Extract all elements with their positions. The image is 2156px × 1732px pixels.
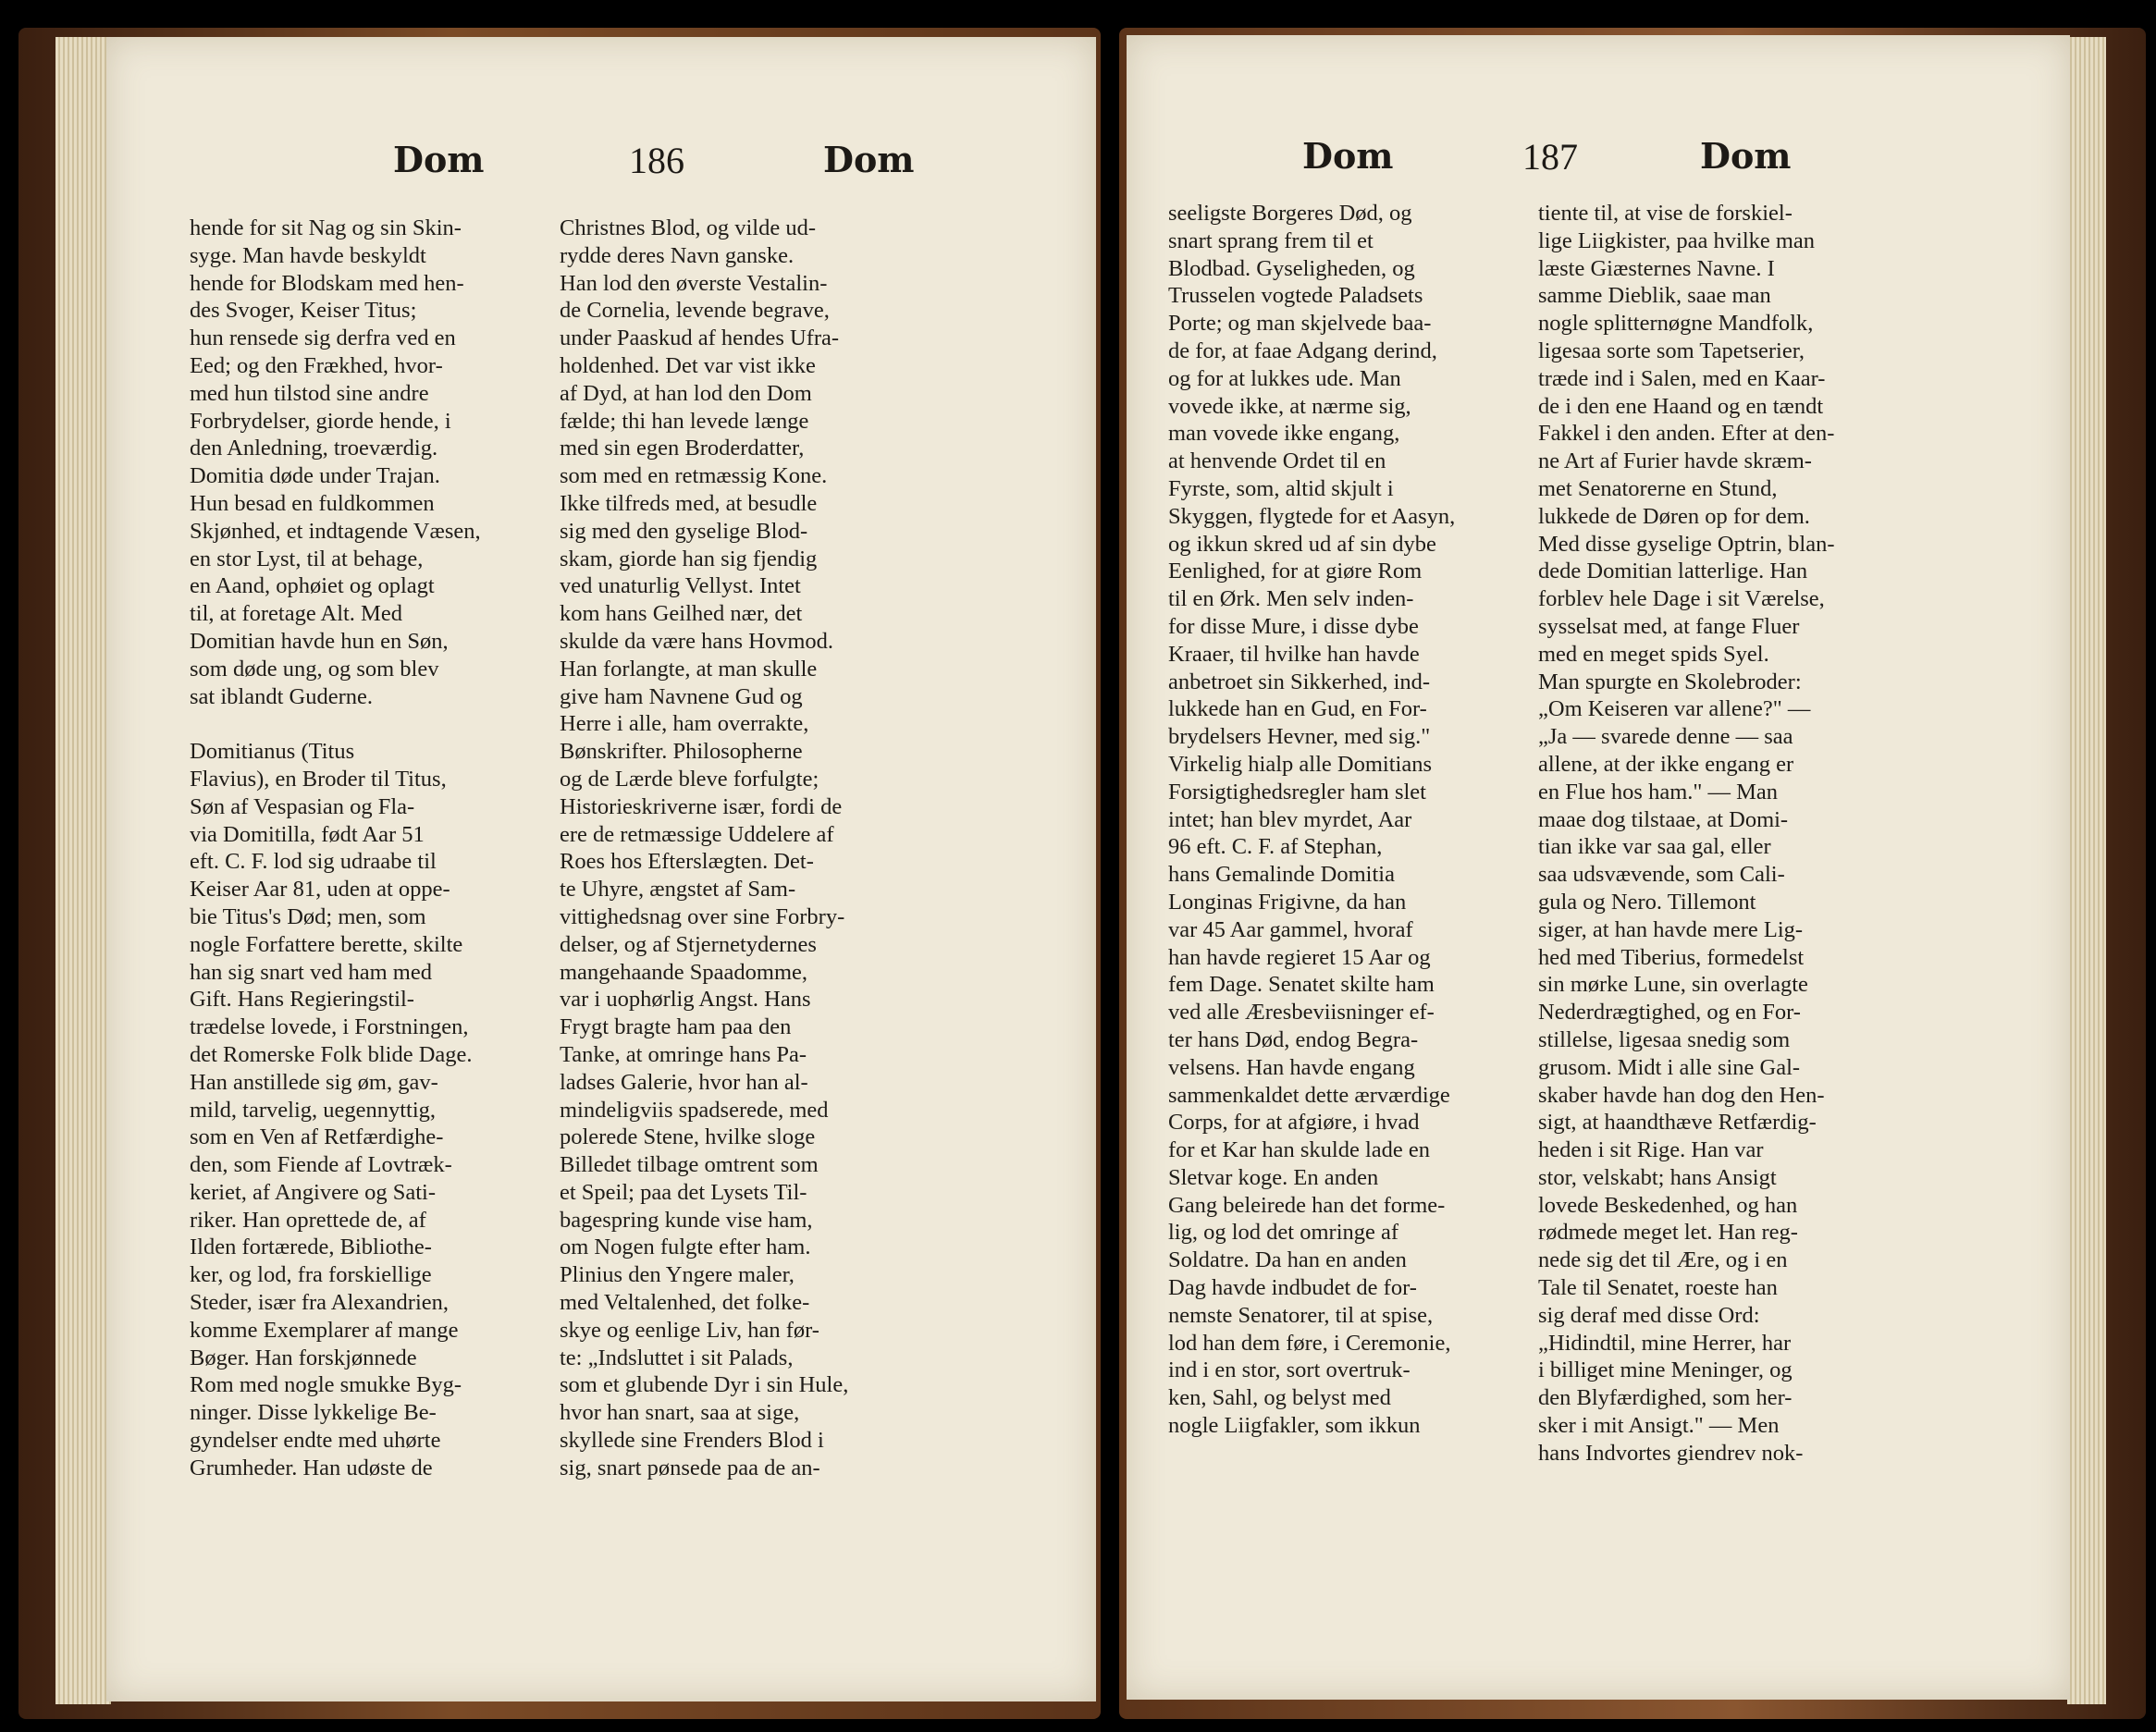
- text-line: te: „Indsluttet i sit Palads,: [560, 1345, 794, 1370]
- text-line: hed med Tiberius, formedelst: [1538, 944, 1805, 970]
- text-line: Christnes Blod, og vilde ud-: [560, 215, 816, 240]
- text-line: rødmede meget let. Han reg-: [1538, 1220, 1798, 1246]
- text-line: den, som Fiende af Lovtræk-: [190, 1152, 452, 1178]
- text-line: mangehaande Spaadomme,: [560, 959, 808, 985]
- text-line: skaber havde han dog den Hen-: [1538, 1082, 1825, 1108]
- left-page: [106, 37, 1096, 1701]
- text-line: Keiser Aar 81, uden at oppe-: [190, 877, 450, 903]
- text-line: han havde regieret 15 Aar og: [1168, 944, 1431, 970]
- text-line: lovede Beskedenhed, og han: [1538, 1192, 1798, 1218]
- text-line: ere de retmæssige Uddelere af: [560, 821, 834, 847]
- text-line: te Uhyre, ængstet af Sam-: [560, 877, 796, 903]
- text-line: skulde da være hans Hovmod.: [560, 628, 833, 654]
- text-line: træde ind i Salen, med en Kaar-: [1538, 365, 1826, 391]
- text-line: Billedet tilbage omtrent som: [560, 1152, 819, 1178]
- text-line: et Speil; paa det Lysets Til-: [560, 1179, 807, 1205]
- text-column-1: [190, 215, 536, 1482]
- text-line: nogle splitternøgne Mandfolk,: [1538, 311, 1814, 337]
- text-line: [190, 710, 536, 738]
- text-line: Dag havde indbudet de for-: [1168, 1275, 1417, 1301]
- text-line: Virkelig hialp alle Domitians: [1168, 751, 1432, 777]
- text-line: grusom. Midt i alle sine Gal-: [1538, 1054, 1801, 1080]
- text-line: Frygt bragte ham paa den: [560, 1014, 792, 1040]
- text-line: skyllede sine Frenders Blod i: [560, 1428, 824, 1454]
- text-line: lukkede han en Gud, en For-: [1168, 696, 1427, 722]
- text-line: hans Gemalinde Domitia: [1168, 862, 1395, 888]
- text-line: gyndelser endte med uhørte: [190, 1428, 441, 1454]
- text-line: sig, snart pønsede paa de an-: [560, 1455, 820, 1480]
- text-line: brydelsers Hevner, med sig.": [1168, 724, 1431, 750]
- text-line: Forbrydelser, giorde hende, i: [190, 408, 451, 434]
- text-line: Ikke tilfreds med, at besudle: [560, 490, 818, 516]
- text-line: syge. Man havde beskyldt: [190, 242, 426, 268]
- text-line: som en Ven af Retfærdighe-: [190, 1124, 444, 1150]
- text-line: vovede ikke, at nærme sig,: [1168, 393, 1411, 419]
- text-line: ligesaa sorte som Tapetserier,: [1538, 338, 1805, 363]
- text-line: Han lod den øverste Vestalin-: [560, 270, 828, 296]
- text-line: polerede Stene, hvilke sloge: [560, 1124, 816, 1150]
- text-line: nogle Forfattere berette, skilte: [190, 931, 463, 957]
- text-line: at henvende Ordet til en: [1168, 448, 1386, 474]
- text-line: Steder, især fra Alexandrien,: [190, 1290, 450, 1316]
- text-line: sker i mit Ansigt." — Men: [1538, 1413, 1780, 1439]
- page-number-right: 187: [1522, 136, 1578, 178]
- text-line: hende for Blodskam med hen-: [190, 270, 464, 296]
- text-line: ker, og lod, fra forskiellige: [190, 1262, 432, 1288]
- text-line: eft. C. F. lod sig udraabe til: [190, 849, 437, 875]
- text-line: var i uophørlig Angst. Hans: [560, 987, 811, 1013]
- text-line: ne Art af Furier havde skræm-: [1538, 448, 1812, 474]
- text-line: til en Ørk. Men selv inden-: [1168, 586, 1414, 612]
- text-line: sigt, at haandthæve Retfærdig-: [1538, 1110, 1817, 1136]
- text-line: nogle Liigfakler, som ikkun: [1168, 1413, 1421, 1439]
- text-line: ind i en stor, sort overtruk-: [1168, 1357, 1411, 1383]
- text-line: skye og eenlige Liv, han før-: [560, 1317, 819, 1343]
- text-line: ved unaturlig Vellyst. Intet: [560, 573, 801, 599]
- text-line: gula og Nero. Tillemont: [1538, 889, 1756, 915]
- text-line: for disse Mure, i disse dybe: [1168, 613, 1419, 639]
- text-line: delser, og af Stjernetydernes: [560, 931, 817, 957]
- text-line: med en meget spids Syel.: [1538, 641, 1769, 667]
- text-line: Tale til Senatet, roeste han: [1538, 1275, 1778, 1301]
- text-line: og ikkun skred ud af sin dybe: [1168, 531, 1436, 557]
- text-line: sammenkaldet dette ærværdige: [1168, 1082, 1450, 1108]
- text-line: Domitian havde hun en Søn,: [190, 628, 449, 654]
- text-line: de Cornelia, levende begrave,: [560, 298, 830, 324]
- text-line: Grumheder. Han udøste de: [190, 1455, 433, 1480]
- text-line: fælde; thi han levede længe: [560, 408, 809, 434]
- text-line: allene, at der ikke engang er: [1538, 751, 1794, 777]
- text-line: ladses Galerie, hvor han al-: [560, 1069, 808, 1095]
- text-line: og de Lærde bleve forfulgte;: [560, 766, 819, 792]
- text-line: sig med den gyselige Blod-: [560, 518, 808, 544]
- text-line: Gift. Hans Regieringstil-: [190, 987, 414, 1013]
- text-line: intet; han blev myrdet, Aar: [1168, 806, 1412, 832]
- text-line: tiente til, at vise de forskiel-: [1538, 201, 1793, 226]
- text-line: mild, tarvelig, uegennyttig,: [190, 1097, 437, 1123]
- text-line: hans Indvortes giendrev nok-: [1538, 1440, 1804, 1466]
- text-line: maae dog tilstaae, at Domi-: [1538, 806, 1789, 832]
- text-line: Blodbad. Gyseligheden, og: [1168, 255, 1415, 281]
- text-line: hun rensede sig derfra ved en: [190, 326, 456, 351]
- text-line: sat iblandt Guderne.: [190, 683, 373, 709]
- text-line: Domitia døde under Trajan.: [190, 463, 440, 489]
- page-number-left: 186: [629, 140, 684, 181]
- text-line: Herre i alle, ham overrakte,: [560, 711, 809, 737]
- text-line: Bønskrifter. Philosopherne: [560, 739, 803, 765]
- text-line: vittighedsnag over sine Forbry-: [560, 903, 845, 929]
- text-line: Historieskriverne især, fordi de: [560, 793, 843, 819]
- text-line: des Svoger, Keiser Titus;: [190, 298, 417, 324]
- text-line: Eed; og den Frækhed, hvor-: [190, 352, 443, 378]
- text-line: keriet, af Angivere og Sati-: [190, 1179, 437, 1205]
- text-line: Rom med nogle smukke Byg-: [190, 1372, 462, 1398]
- text-line: stillelse, ligesaa snedig som: [1538, 1026, 1791, 1052]
- text-line: med sin egen Broderdatter,: [560, 436, 805, 461]
- text-line: hende for sit Nag og sin Skin-: [190, 215, 462, 240]
- text-line: sin mørke Lune, sin overlagte: [1538, 972, 1808, 998]
- text-line: Han forlangte, at man skulle: [560, 656, 818, 682]
- text-line: den Anledning, troeværdig.: [190, 436, 438, 461]
- text-line: Trusselen vogtede Paladsets: [1168, 283, 1423, 309]
- text-line: en Aand, ophøiet og oplagt: [190, 573, 435, 599]
- text-line: de i den ene Haand og en tændt: [1538, 393, 1824, 419]
- running-head-right: Dom: [823, 139, 915, 180]
- text-line: kom hans Geilhed nær, det: [560, 601, 803, 627]
- text-line: sysselsat med, at fange Fluer: [1538, 613, 1800, 639]
- text-line: dede Domitian latterlige. Han: [1538, 559, 1808, 584]
- text-line: som et glubende Dyr i sin Hule,: [560, 1372, 849, 1398]
- text-line: siger, at han havde mere Lig-: [1538, 916, 1804, 942]
- text-line: en Flue hos ham." — Man: [1538, 779, 1779, 805]
- text-line: bie Titus's Død; men, som: [190, 903, 426, 929]
- text-line: Flavius), en Broder til Titus,: [190, 766, 447, 792]
- text-line: Hun besad en fuldkommen: [190, 490, 435, 516]
- text-line: læste Giæsternes Navne. I: [1538, 255, 1775, 281]
- text-line: „Ja — svarede denne — saa: [1538, 724, 1793, 750]
- text-line: under Paaskud af hendes Ufra-: [560, 326, 840, 351]
- text-line: trædelse lovede, i Forstningen,: [190, 1014, 469, 1040]
- text-line: lig, og lod det omringe af: [1168, 1220, 1399, 1246]
- text-line: Plinius den Yngere maler,: [560, 1262, 795, 1288]
- text-line: tian ikke var saa gal, eller: [1538, 834, 1771, 860]
- text-line: Kraaer, til hvilke han havde: [1168, 641, 1420, 667]
- text-line: holdenhed. Det var vist ikke: [560, 352, 816, 378]
- text-line: „Hidindtil, mine Herrer, har: [1538, 1330, 1792, 1356]
- text-line: Corps, for at afgiøre, i hvad: [1168, 1110, 1420, 1136]
- page-edges-right: [2067, 37, 2106, 1704]
- text-line: hvor han snart, saa at sige,: [560, 1400, 800, 1426]
- text-line: lod han dem føre, i Ceremonie,: [1168, 1330, 1451, 1356]
- text-column-1: [1168, 200, 1520, 1440]
- text-line: komme Exemplarer af mange: [190, 1317, 459, 1343]
- text-line: via Domitilla, født Aar 51: [190, 821, 425, 847]
- text-line: Skyggen, flygtede for et Aasyn,: [1168, 503, 1456, 529]
- text-line: om Nogen fulgte efter ham.: [560, 1235, 811, 1260]
- text-line: den Blyfærdighed, som her-: [1538, 1385, 1793, 1411]
- text-line: Gang beleirede han det forme-: [1168, 1192, 1446, 1218]
- text-line: som med en retmæssig Kone.: [560, 463, 828, 489]
- text-column-2: [1538, 200, 1894, 1468]
- text-line: nemste Senatorer, til at spise,: [1168, 1302, 1434, 1328]
- text-line: ter hans Død, endog Begra-: [1168, 1026, 1419, 1052]
- text-line: Nederdrægtighed, og en For-: [1538, 1000, 1801, 1026]
- text-line: forblev hele Dage i sit Værelse,: [1538, 586, 1825, 612]
- text-line: Forsigtighedsregler ham slet: [1168, 779, 1426, 805]
- text-line: samme Dieblik, saae man: [1538, 283, 1771, 309]
- text-column-2: [560, 215, 906, 1482]
- text-line: med hun tilstod sine andre: [190, 380, 429, 406]
- text-line: ken, Sahl, og belyst med: [1168, 1385, 1391, 1411]
- text-line: for et Kar han skulde lade en: [1168, 1137, 1430, 1163]
- text-line: det Romerske Folk blide Dage.: [190, 1041, 473, 1067]
- text-line: i billiget mine Meninger, og: [1538, 1357, 1793, 1383]
- text-line: fem Dage. Senatet skilte ham: [1168, 972, 1435, 998]
- text-line: mindeligviis spadserede, med: [560, 1097, 829, 1123]
- text-line: Domitianus (Titus: [190, 739, 355, 765]
- text-line: ninger. Disse lykkelige Be-: [190, 1400, 437, 1426]
- text-line: Tanke, at omringe hans Pa-: [560, 1041, 807, 1067]
- text-line: ved alle Æresbeviisninger ef-: [1168, 1000, 1435, 1026]
- text-line: Soldatre. Da han en anden: [1168, 1247, 1407, 1273]
- text-line: Fyrste, som, altid skjult i: [1168, 475, 1394, 501]
- text-line: Roes hos Efterslægten. Det-: [560, 849, 814, 875]
- text-line: seeligste Borgeres Død, og: [1168, 201, 1412, 226]
- text-line: med Veltalenhed, det folke-: [560, 1290, 810, 1316]
- page-edges-left: [55, 37, 111, 1704]
- text-line: Fakkel i den anden. Efter at den-: [1538, 421, 1835, 447]
- text-line: give ham Navnene Gud og: [560, 683, 803, 709]
- text-line: Søn af Vespasian og Fla-: [190, 793, 415, 819]
- text-line: Porte; og man skjelvede baa-: [1168, 311, 1432, 337]
- text-line: nede sig det til Ære, og i en: [1538, 1247, 1788, 1273]
- text-line: sig deraf med disse Ord:: [1538, 1302, 1760, 1328]
- text-line: heden i sit Rige. Han var: [1538, 1137, 1764, 1163]
- right-page: [1127, 35, 2070, 1700]
- text-line: Ilden fortærede, Bibliothe-: [190, 1235, 432, 1260]
- text-line: en stor Lyst, til at behage,: [190, 546, 424, 571]
- text-line: Sletvar koge. En anden: [1168, 1164, 1379, 1190]
- text-line: Longinas Frigivne, da han: [1168, 889, 1407, 915]
- text-line: til, at foretage Alt. Med: [190, 601, 402, 627]
- text-line: var 45 Aar gammel, hvoraf: [1168, 916, 1413, 942]
- text-line: lige Liigkister, paa hvilke man: [1538, 227, 1816, 253]
- text-line: stor, velskabt; hans Ansigt: [1538, 1164, 1777, 1190]
- text-line: Han anstillede sig øm, gav-: [190, 1069, 438, 1095]
- text-line: som døde ung, og som blev: [190, 656, 439, 682]
- running-head-left: Dom: [1302, 135, 1394, 177]
- text-line: Skjønhed, et indtagende Væsen,: [190, 518, 481, 544]
- text-line: riker. Han oprettede de, af: [190, 1207, 426, 1233]
- image-divider: [1103, 0, 1119, 1732]
- text-line: af Dyd, at han lod den Dom: [560, 380, 812, 406]
- text-line: 96 eft. C. F. af Stephan,: [1168, 834, 1383, 860]
- text-line: snart sprang frem til et: [1168, 227, 1374, 253]
- running-head-left: Dom: [393, 139, 485, 180]
- text-line: de for, at faae Adgang derind,: [1168, 338, 1437, 363]
- text-line: bagespring kunde vise ham,: [560, 1207, 813, 1233]
- text-line: man vovede ikke engang,: [1168, 421, 1400, 447]
- text-line: Man spurgte en Skolebroder:: [1538, 669, 1802, 694]
- text-line: skam, giorde han sig fjendig: [560, 546, 818, 571]
- running-head-right: Dom: [1700, 135, 1792, 177]
- text-line: Med disse gyselige Optrin, blan-: [1538, 531, 1835, 557]
- text-line: anbetroet sin Sikkerhed, ind-: [1168, 669, 1431, 694]
- text-line: „Om Keiseren var allene?" —: [1538, 696, 1811, 722]
- text-line: rydde deres Navn ganske.: [560, 242, 795, 268]
- text-line: han sig snart ved ham med: [190, 959, 432, 985]
- text-line: met Senatorerne en Stund,: [1538, 475, 1778, 501]
- text-line: Eenlighed, for at giøre Rom: [1168, 559, 1423, 584]
- text-line: velsens. Han havde engang: [1168, 1054, 1415, 1080]
- text-line: Bøger. Han forskjønnede: [190, 1345, 417, 1370]
- text-line: saa udsvævende, som Cali-: [1538, 862, 1785, 888]
- text-line: lukkede de Døren op for dem.: [1538, 503, 1810, 529]
- text-line: og for at lukkes ude. Man: [1168, 365, 1401, 391]
